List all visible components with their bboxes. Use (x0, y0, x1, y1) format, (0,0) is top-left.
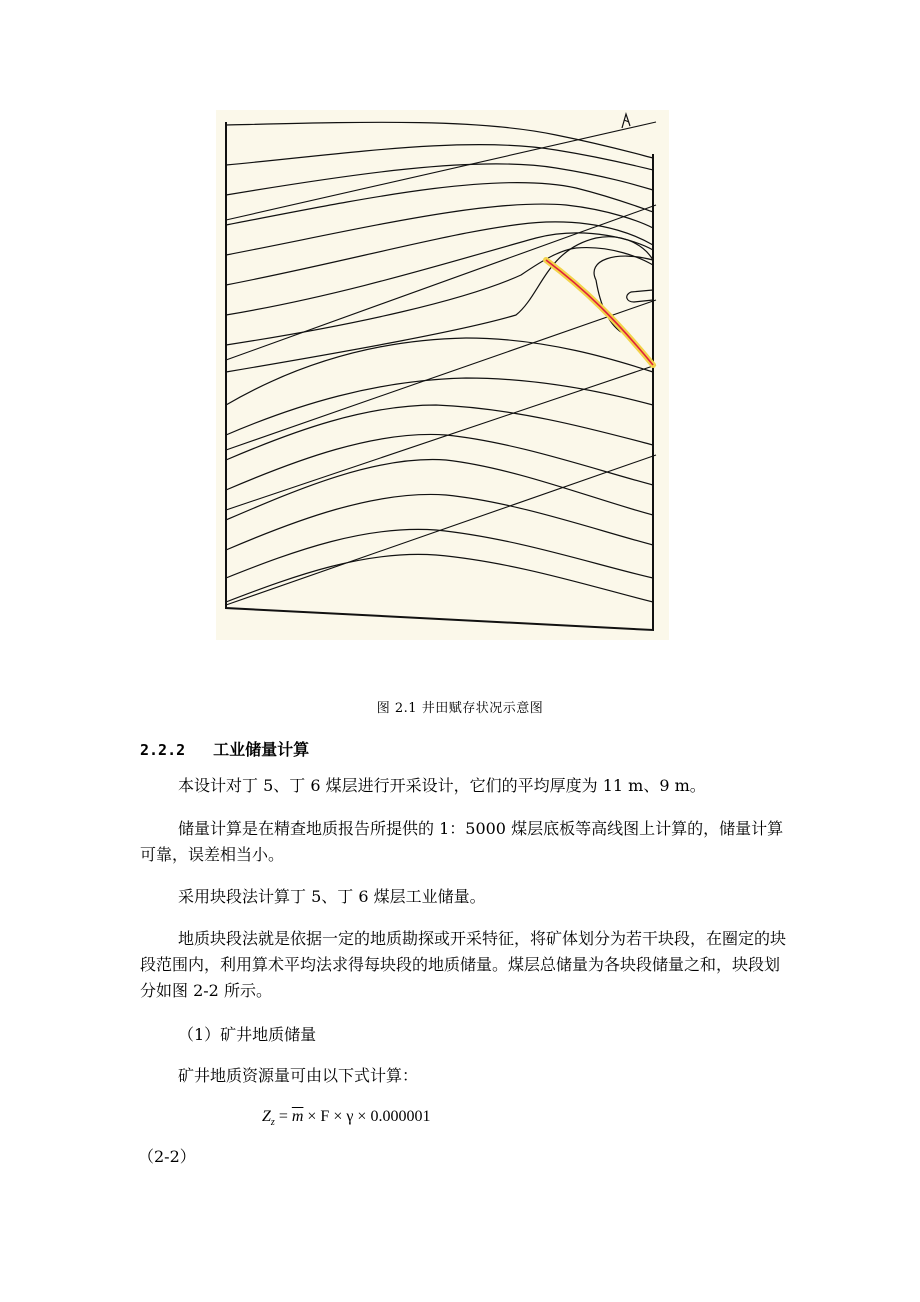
formula-lhs: Z (262, 1108, 271, 1125)
formula-intro: 矿井地质资源量可由以下式计算： (178, 1066, 419, 1085)
paragraph: 地质块段法就是依据一定的地质勘探或开采特征，将矿体划分为若干块段，在圈定的块段范围内，利用算术平均法求得每块段的地质储量。煤层总储量为各块段储量之和，块段划分如图 2-2 所示。 (140, 929, 787, 1000)
mine-field-figure (216, 110, 669, 640)
formula-mean-m: $\overline{m}$ (291, 1108, 304, 1125)
section-title: 工业储量计算 (213, 740, 310, 759)
equation-number: （2-2） (138, 1147, 196, 1166)
contour-map (216, 110, 669, 640)
figure-caption: 图 2.1 井田赋存状况示意图 (376, 701, 544, 716)
paragraph: 本设计对丁 5、丁 6 煤层进行开采设计，它们的平均厚度为 11 m、9 m。 (178, 776, 706, 795)
section-number: 2.2.2 (140, 741, 186, 759)
formula: $Z_z = \overline{m} \times F \times \gamma \times 0.000001$ (262, 1108, 431, 1128)
formula-rest: × F × γ × 0.000001 (303, 1108, 431, 1125)
paragraph: 储量计算是在精查地质报告所提供的 1：5000 煤层底板等高线图上计算的，储量计算可靠，误差相当小。 (140, 819, 784, 864)
paragraph: 采用块段法计算丁 5、丁 6 煤层工业储量。 (178, 887, 486, 906)
formula-lhs-subscript: z (270, 1117, 275, 1128)
section-heading (140, 737, 309, 760)
subsection-title: （1）矿井地质储量 (178, 1025, 317, 1044)
